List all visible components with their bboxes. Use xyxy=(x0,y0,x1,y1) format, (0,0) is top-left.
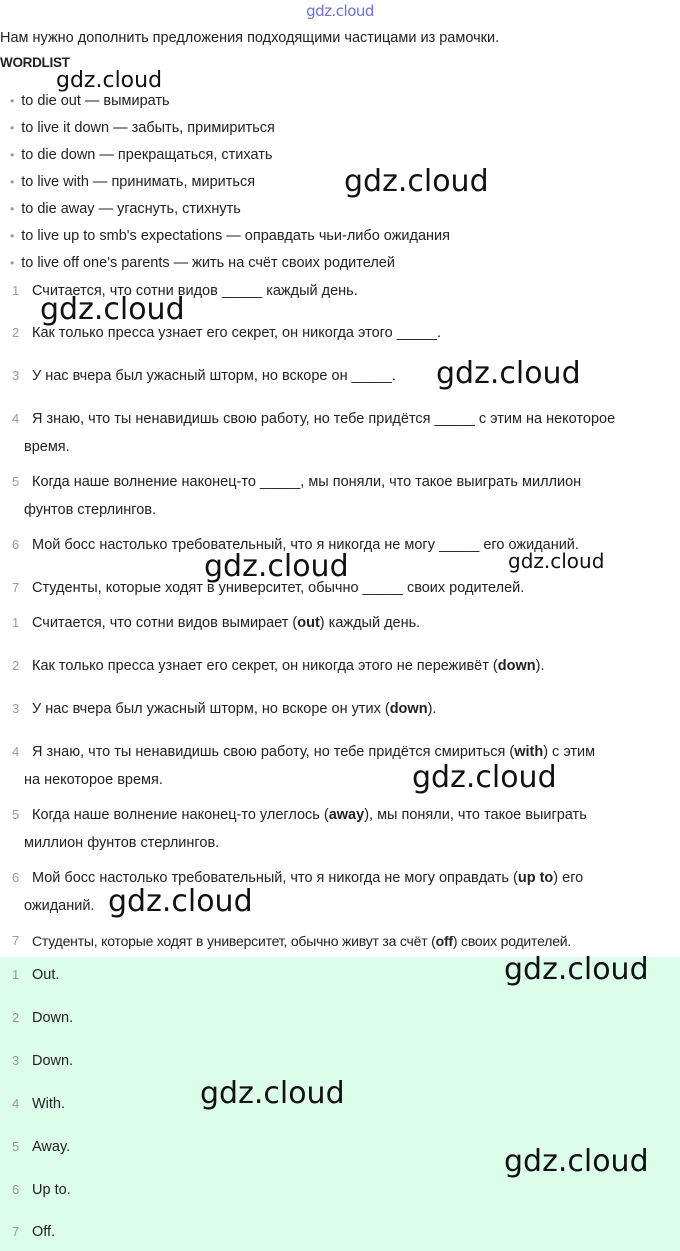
task-intro: Нам нужно дополнить предложения подходящими частицами из рамочки. xyxy=(0,30,500,46)
wordlist-title: WORDLIST xyxy=(0,55,70,70)
bullet-icon: • xyxy=(10,94,15,108)
watermark: gdz.cloud xyxy=(108,884,253,919)
bullet-icon: • xyxy=(10,121,15,135)
answers-block: 1 Out. 2 Down. 3 Down. 4 With. 5 Away. 6 Up to. 7 Off. xyxy=(0,957,680,1251)
wordlist-item: • to die out — вымирать xyxy=(10,93,170,109)
wordlist-item: • to die down — прекращаться, стихать xyxy=(10,147,273,163)
watermark: gdz.cloud xyxy=(204,549,349,584)
watermark: gdz.cloud xyxy=(436,356,581,391)
wordlist-item: • to live with — принимать, мириться xyxy=(10,174,256,190)
wordlist-item: • to live off one's parents — жить на счёт своих родителей xyxy=(10,255,395,271)
bullet-icon: • xyxy=(10,229,15,243)
site-logo[interactable]: gdz.cloud xyxy=(306,2,374,20)
wordlist-item: • to live it down — забыть, примириться xyxy=(10,120,275,136)
watermark: gdz.cloud xyxy=(56,68,163,93)
wordlist-item: • to live up to smb's expectations — оправдать чьи-либо ожидания xyxy=(10,228,450,244)
watermark: gdz.cloud xyxy=(40,292,185,327)
watermark: gdz.cloud xyxy=(504,1144,649,1179)
bullet-icon: • xyxy=(10,175,15,189)
watermark: gdz.cloud xyxy=(504,952,649,987)
wordlist-item: • to die away — угаснуть, стихнуть xyxy=(10,201,241,217)
bullet-icon: • xyxy=(10,148,15,162)
watermark: gdz.cloud xyxy=(508,549,605,573)
watermark: gdz.cloud xyxy=(344,164,489,199)
bullet-icon: • xyxy=(10,256,15,270)
watermark: gdz.cloud xyxy=(412,760,557,795)
bullet-icon: • xyxy=(10,202,15,216)
watermark: gdz.cloud xyxy=(200,1076,345,1111)
